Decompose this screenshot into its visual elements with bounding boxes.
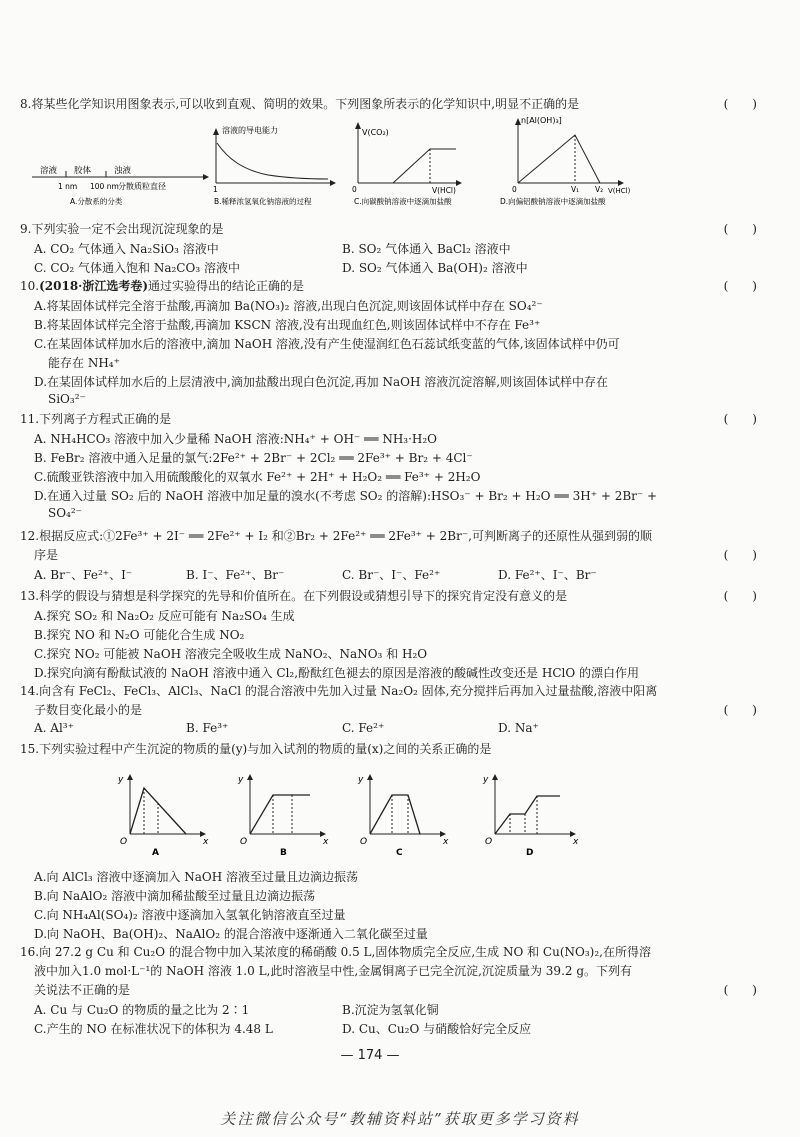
graph-d-x: x	[573, 837, 579, 847]
question-14-stem-cont: 子数目变化最小的是	[34, 703, 143, 717]
graph-c	[357, 774, 449, 858]
answer-paren: ( )	[723, 548, 757, 562]
question-8-stem: 8.将某些化学知识用图象表示,可以收到直观、简明的效果。下列图象所表示的化学知识中,明显不正确的是	[20, 97, 580, 111]
q16-option-a: A. Cu 与 Cu₂O 的物质的量之比为 2∶1	[34, 1003, 250, 1017]
fig-d-xlabel: V(HCl)	[608, 187, 631, 195]
q11-option-d: D.在通入过量 SO₂ 后的 NaOH 溶液中加足量的溴水(不考虑 SO₂ 的溶解):HSO₃⁻ + Br₂ + H₂O ══ 3H⁺ + 2Br⁻ +	[34, 489, 658, 503]
graph-c-origin: O	[360, 837, 368, 847]
q10-option-c: C.在某固体试样加水后的溶液中,滴加 NaOH 溶液,没有产生使湿润红色石蕊试纸变蓝的气体,该固体试样中仍可	[34, 337, 620, 351]
q12-option-b: B. I⁻、Fe²⁺、Br⁻	[186, 568, 285, 582]
question-12-stem-cont: 序是	[34, 548, 59, 562]
graph-a-label: A	[152, 848, 159, 858]
q15-option-c: C.向 NH₄Al(SO₄)₂ 溶液中逐滴加入氢氧化钠溶液直至过量	[34, 908, 346, 922]
question-16-stem-cont2: 关说法不正确的是	[34, 983, 131, 997]
q12-option-c: C. Br⁻、I⁻、Fe²⁺	[342, 568, 441, 582]
fig-d-v1: V₁	[571, 185, 580, 194]
fig-a-axis-label: 分散质粒直径	[118, 182, 166, 191]
answer-paren: ( )	[723, 97, 757, 111]
graph-d-y: y	[483, 775, 489, 785]
q16-option-c: C.产生的 NO 在标准状况下的体积为 4.48 L	[34, 1022, 273, 1036]
question-14-stem: 14.向含有 FeCl₂、FeCl₃、AlCl₃、NaCl 的混合溶液中先加入过量 Na₂O₂ 固体,充分搅拌后再加入过量盐酸,溶液中阳离	[20, 684, 658, 698]
q10-option-c-cont: 能存在 NH₄⁺	[48, 356, 120, 370]
fig-d-v2: V₂	[595, 185, 604, 194]
question-15-stem: 15.下列实验过程中产生沉淀的物质的量(y)与加入试剂的物质的量(x)之间的关系正确的是	[20, 742, 492, 756]
q13-option-b: B.探究 NO 和 N₂O 可能化合生成 NO₂	[34, 628, 245, 642]
fig-c-caption: C.向碳酸钠溶液中逐滴加盐酸	[354, 197, 452, 206]
q15-option-b: B.向 NaAlO₂ 溶液中滴加稀盐酸至过量且边滴边振荡	[34, 889, 316, 903]
page-number: — 174 —	[340, 1048, 400, 1063]
graph-b-label: B	[280, 848, 287, 858]
fig-d-origin: 0	[512, 185, 517, 194]
q16-option-b: B.沉淀为氢氧化铜	[342, 1003, 439, 1017]
q14-option-c: C. Fe²⁺	[342, 721, 385, 735]
graph-d	[482, 774, 579, 858]
question-13-stem: 13.科学的假设与猜想是科学探究的先导和价值所在。在下列假设或猜想引导下的探究肯定没有意义的是	[20, 589, 568, 603]
fig-c-xlabel: V(HCl)	[432, 186, 456, 195]
q10-option-d-cont: SiO₃²⁻	[48, 392, 86, 406]
figure-c	[352, 122, 462, 206]
q13-option-d: D.探究向滴有酚酞试液的 NaOH 溶液中通入 Cl₂,酚酞红色褪去的原因是溶液的酸碱性改变还是 HClO 的漂白作用	[34, 666, 640, 680]
fig-a-tick-100nm: 100 nm	[90, 182, 119, 191]
q15-option-a: A.向 AlCl₃ 溶液中逐滴加入 NaOH 溶液至过量且边滴边振荡	[34, 870, 359, 884]
graph-a	[117, 774, 209, 858]
question-10-stem: 通过实验得出的结论正确的是	[148, 279, 305, 293]
answer-paren: ( )	[723, 279, 757, 293]
q11-option-c: C.硫酸亚铁溶液中加入用硫酸酸化的双氧水 Fe²⁺ + 2H⁺ + H₂O₂ ══ Fe³⁺ + 2H₂O	[34, 470, 481, 484]
figure-b	[213, 125, 336, 206]
fig-b-ylabel: 溶液的导电能力	[222, 126, 278, 135]
answer-paren: ( )	[723, 412, 757, 426]
graph-a-origin: O	[120, 837, 128, 847]
q9-option-b: B. SO₂ 气体通入 BaCl₂ 溶液中	[342, 242, 511, 256]
figure-d	[500, 116, 631, 206]
graph-c-label: C	[396, 848, 403, 858]
answer-paren: ( )	[723, 983, 757, 997]
fig-d-caption: D.向偏铝酸钠溶液中逐滴加盐酸	[500, 197, 606, 206]
q13-option-c: C.探究 NO₂ 可能被 NaOH 溶液完全吸收生成 NaNO₂、NaNO₃ 和 H₂O	[34, 647, 428, 661]
q9-option-c: C. CO₂ 气体通入饱和 Na₂CO₃ 溶液中	[34, 261, 240, 275]
fig-a-tick-1nm: 1 nm	[58, 182, 78, 191]
q10-option-b: B.将某固体试样完全溶于盐酸,再滴加 KSCN 溶液,没有出现血红色,则该固体试样中不存在 Fe³⁺	[34, 318, 541, 332]
fig-b-caption: B.稀释浓氢氧化钠溶液的过程	[214, 197, 312, 206]
q13-option-a: A.探究 SO₂ 和 Na₂O₂ 反应可能有 Na₂SO₄ 生成	[34, 609, 295, 623]
question-10-source-tag: (2018·浙江选考卷)	[39, 279, 149, 293]
fig-a-label-suspension: 浊液	[114, 166, 132, 176]
q12-option-d: D. Fe²⁺、I⁻、Br⁻	[498, 568, 597, 582]
fig-c-origin: 0	[352, 185, 357, 194]
graph-b	[237, 774, 329, 858]
graph-c-y: y	[358, 775, 364, 785]
question-9-stem: 9.下列实验一定不会出现沉淀现象的是	[20, 222, 224, 236]
question-10-num: 10.	[20, 279, 40, 293]
q14-option-b: B. Fe³⁺	[186, 721, 229, 735]
fig-a-caption: A.分散系的分类	[70, 197, 123, 206]
fig-a-label-colloid: 胶体	[74, 166, 92, 176]
footer-note: 关注微信公众号“教辅资料站”获取更多学习资料	[220, 1110, 580, 1128]
question-11-stem: 11.下列离子方程式正确的是	[20, 412, 172, 426]
question-16-stem-cont: 液中加入1.0 mol·L⁻¹的 NaOH 溶液 1.0 L,此时溶液呈中性,金属铜离子已完全沉淀,沉淀质量为 39.2 g。下列有	[34, 964, 633, 978]
q10-option-d: D.在某固体试样加水后的上层清液中,滴加盐酸出现白色沉淀,再加 NaOH 溶液沉淀溶解,则该固体试样中存在	[34, 375, 609, 389]
graph-b-origin: O	[240, 837, 248, 847]
figure-a	[32, 165, 209, 206]
graph-c-x: x	[443, 837, 449, 847]
q9-option-a: A. CO₂ 气体通入 Na₂SiO₃ 溶液中	[34, 242, 219, 256]
answer-paren: ( )	[723, 222, 757, 236]
graph-d-origin: O	[485, 837, 493, 847]
q16-option-d: D. Cu、Cu₂O 与硝酸恰好完全反应	[342, 1022, 532, 1036]
q14-option-a: A. Al³⁺	[34, 721, 74, 735]
answer-paren: ( )	[723, 589, 757, 603]
graph-b-x: x	[323, 837, 329, 847]
question-16-stem: 16.向 27.2 g Cu 和 Cu₂O 的混合物中加入某浓度的稀硝酸 0.5 L,固体物质完全反应,生成 NO 和 Cu(NO₃)₂,在所得溶	[20, 945, 651, 959]
graph-b-y: y	[238, 775, 244, 785]
q11-option-a: A. NH₄HCO₃ 溶液中加入少量稀 NaOH 溶液:NH₄⁺ + OH⁻ ══ NH₃·H₂O	[34, 432, 438, 446]
q14-option-d: D. Na⁺	[498, 721, 539, 735]
q12-option-a: A. Br⁻、Fe²⁺、I⁻	[34, 568, 133, 582]
q10-option-a: A.将某固体试样完全溶于盐酸,再滴加 Ba(NO₃)₂ 溶液,出现白色沉淀,则该固体试样中存在 SO₄²⁻	[34, 299, 543, 313]
q11-option-b: B. FeBr₂ 溶液中通入足量的氯气:2Fe²⁺ + 2Br⁻ + 2Cl₂ ══ 2Fe³⁺ + Br₂ + 4Cl⁻	[34, 451, 473, 465]
fig-a-label-solution: 溶液	[40, 166, 58, 176]
graph-a-x: x	[203, 837, 209, 847]
question-12-stem: 12.根据反应式:①2Fe³⁺ + 2I⁻ ══ 2Fe²⁺ + I₂ 和②Br₂ + 2Fe²⁺ ══ 2Fe³⁺ + 2Br⁻,可判断离子的还原性从强到弱的顺	[20, 529, 653, 543]
fig-c-ylabel: V(CO₂)	[362, 128, 389, 137]
fig-b-origin: 1	[213, 185, 218, 194]
q15-option-d: D.向 NaOH、Ba(OH)₂、NaAlO₂ 的混合溶液中逐渐通入二氧化碳至过量	[34, 927, 428, 941]
q9-option-d: D. SO₂ 气体通入 Ba(OH)₂ 溶液中	[342, 261, 528, 275]
question-15-graphs	[100, 770, 600, 860]
fig-d-ylabel: n[Al(OH)₃]	[521, 116, 562, 125]
graph-a-y: y	[118, 775, 124, 785]
q11-option-d-cont: SO₄²⁻	[48, 506, 83, 520]
answer-paren: ( )	[723, 703, 757, 717]
graph-d-label: D	[526, 848, 534, 858]
question-8-figures	[18, 115, 788, 215]
